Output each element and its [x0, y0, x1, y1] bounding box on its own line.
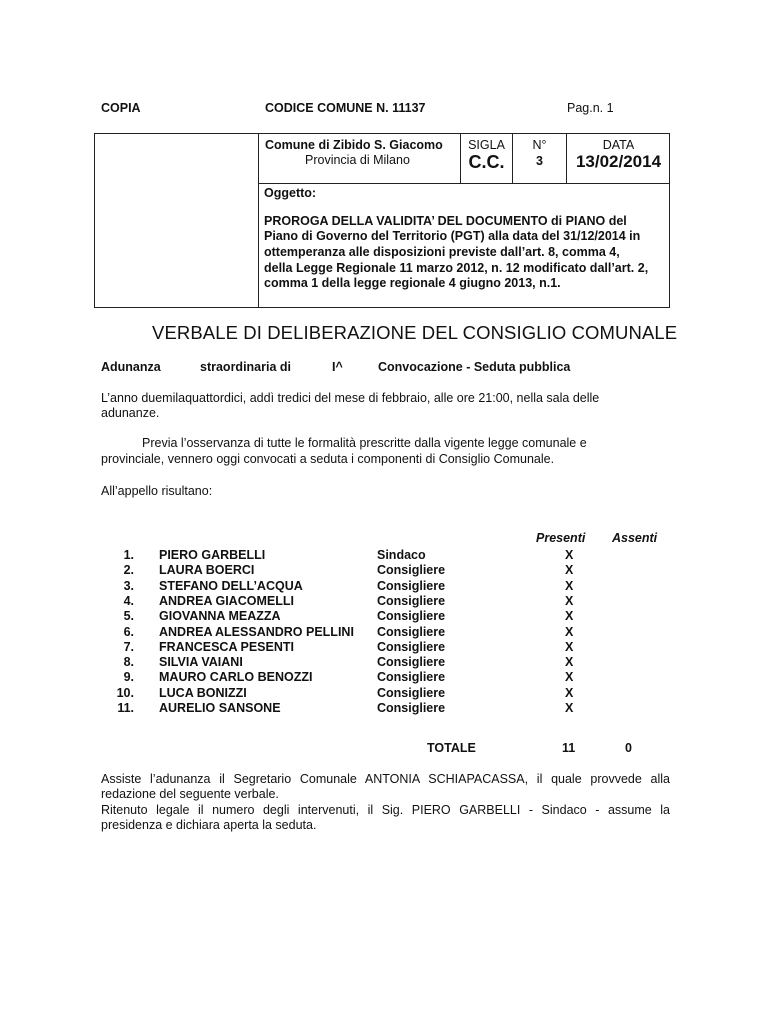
member-number: 11.	[117, 701, 134, 715]
numero-label: N°	[532, 138, 547, 152]
oggetto-line: della Legge Regionale 11 marzo 2012, n. 12 modificato dall’art. 2,	[264, 261, 649, 275]
member-presente-mark: X	[565, 548, 574, 562]
paragraph-appello: All’appello risultano:	[101, 484, 213, 498]
closing-line: Assiste l’adunanza il Segretario Comunale ANTONIA SCHIAPACASSA, il quale provvede alla	[101, 772, 670, 786]
member-presente-mark: X	[565, 670, 574, 685]
closing-line: Ritenuto legale il numero degli intervenuti, il Sig. PIERO GARBELLI - Sindaco - assume la	[101, 803, 670, 817]
paragraph-previa: Previa l’osservanza di tutte le formalità prescritte dalla vigente legge comunale e	[142, 436, 587, 450]
oggetto-line: ottemperanza alle disposizioni previste dall’art. 8, comma 4,	[264, 245, 620, 259]
document-title: VERBALE DI DELIBERAZIONE DEL CONSIGLIO COMUNALE	[152, 322, 678, 343]
member-name: FRANCESCA PESENTI	[159, 639, 294, 654]
adunanza-numero: I^	[332, 360, 343, 374]
assenti-header: Assenti	[612, 531, 658, 545]
member-number: 4.	[123, 593, 134, 608]
oggetto-line: Piano di Governo del Territorio (PGT) alla data del 31/12/2014 in	[264, 229, 641, 243]
paragraph-opening: L’anno duemilaquattordici, addì tredici del mese di febbraio, alle ore 21:00, nella sala delle	[101, 391, 600, 405]
member-number: 5.	[123, 609, 134, 624]
attendance-row	[0, 548, 770, 563]
member-number: 10.	[116, 685, 134, 700]
totale-presenti: 11	[562, 741, 576, 755]
member-name: LUCA BONIZZI	[159, 685, 247, 700]
member-presente-mark: X	[565, 685, 574, 700]
member-role: Consigliere	[377, 670, 446, 685]
attendance-row	[0, 625, 770, 640]
totale-label: TOTALE	[427, 741, 476, 755]
attendance-row	[0, 579, 770, 594]
member-role: Consigliere	[377, 639, 446, 654]
member-name: ANDREA ALESSANDRO PELLINI	[159, 624, 354, 639]
member-name: STEFANO DELL’ACQUA	[159, 578, 303, 593]
attendance-row	[0, 670, 770, 685]
member-number: 2.	[123, 563, 134, 578]
municipality-code: CODICE COMUNE N. 11137	[265, 101, 426, 115]
attendance-row	[0, 655, 770, 670]
comune-name: Comune di Zibido S. Giacomo	[265, 138, 443, 152]
sigla-value: C.C.	[468, 152, 505, 172]
member-role: Consigliere	[377, 578, 446, 593]
member-number: 6.	[123, 624, 134, 639]
oggetto-line: comma 1 della legge regionale 4 giugno 2013, n.1.	[264, 276, 561, 290]
page-number: Pag.n. 1	[567, 101, 614, 115]
member-name: MAURO CARLO BENOZZI	[159, 670, 313, 685]
paragraph-previa-cont: provinciale, vennero oggi convocati a seduta i componenti di Consiglio Comunale.	[101, 452, 555, 466]
oggetto-line: PROROGA DELLA VALIDITA’ DEL DOCUMENTO di PIANO del	[264, 214, 627, 228]
member-number: 8.	[123, 655, 134, 670]
sigla-label: SIGLA	[468, 138, 505, 152]
member-role: Consigliere	[377, 701, 446, 715]
member-name: PIERO GARBELLI	[159, 548, 266, 562]
member-name: AURELIO SANSONE	[159, 701, 281, 715]
adunanza-tipo: straordinaria di	[200, 360, 291, 374]
attendance-row	[0, 686, 770, 701]
member-role: Consigliere	[377, 624, 446, 639]
member-role: Consigliere	[377, 563, 446, 578]
member-presente-mark: X	[565, 639, 574, 654]
member-presente-mark: X	[565, 609, 574, 624]
closing-line: redazione del seguente verbale.	[101, 787, 279, 801]
member-number: 7.	[123, 639, 134, 654]
member-presente-mark: X	[565, 624, 574, 639]
numero-value: 3	[536, 154, 543, 168]
attendance-row	[0, 701, 770, 716]
member-role: Sindaco	[377, 548, 426, 562]
data-value: 13/02/2014	[575, 152, 662, 171]
member-presente-mark: X	[565, 655, 574, 670]
attendance-row	[0, 594, 770, 609]
member-presente-mark: X	[565, 563, 574, 578]
member-name: SILVIA VAIANI	[159, 655, 243, 670]
presenti-header: Presenti	[536, 531, 586, 545]
member-role: Consigliere	[377, 609, 446, 624]
closing-line: presidenza e dichiara aperta la seduta.	[101, 818, 317, 832]
member-presente-mark: X	[565, 578, 574, 593]
member-role: Consigliere	[377, 593, 446, 608]
member-role: Consigliere	[377, 685, 446, 700]
member-presente-mark: X	[565, 701, 574, 715]
member-presente-mark: X	[565, 593, 574, 608]
attendance-row	[0, 640, 770, 655]
oggetto-label: Oggetto:	[264, 186, 317, 200]
totale-assenti: 0	[625, 741, 632, 755]
member-name: GIOVANNA MEAZZA	[159, 609, 281, 624]
member-number: 1.	[123, 548, 134, 562]
adunanza-label: Adunanza	[101, 360, 161, 374]
attendance-row	[0, 563, 770, 578]
provincia-name: Provincia di Milano	[305, 153, 410, 167]
attendance-row	[0, 609, 770, 624]
member-name: ANDREA GIACOMELLI	[159, 593, 294, 608]
data-label: DATA	[602, 138, 635, 152]
copy-label: COPIA	[101, 101, 141, 115]
paragraph-opening-cont: adunanze.	[101, 406, 160, 420]
member-number: 3.	[123, 578, 134, 593]
member-name: LAURA BOERCI	[159, 563, 255, 578]
adunanza-convocazione: Convocazione - Seduta pubblica	[378, 360, 571, 374]
member-role: Consigliere	[377, 655, 446, 670]
member-number: 9.	[123, 670, 134, 685]
